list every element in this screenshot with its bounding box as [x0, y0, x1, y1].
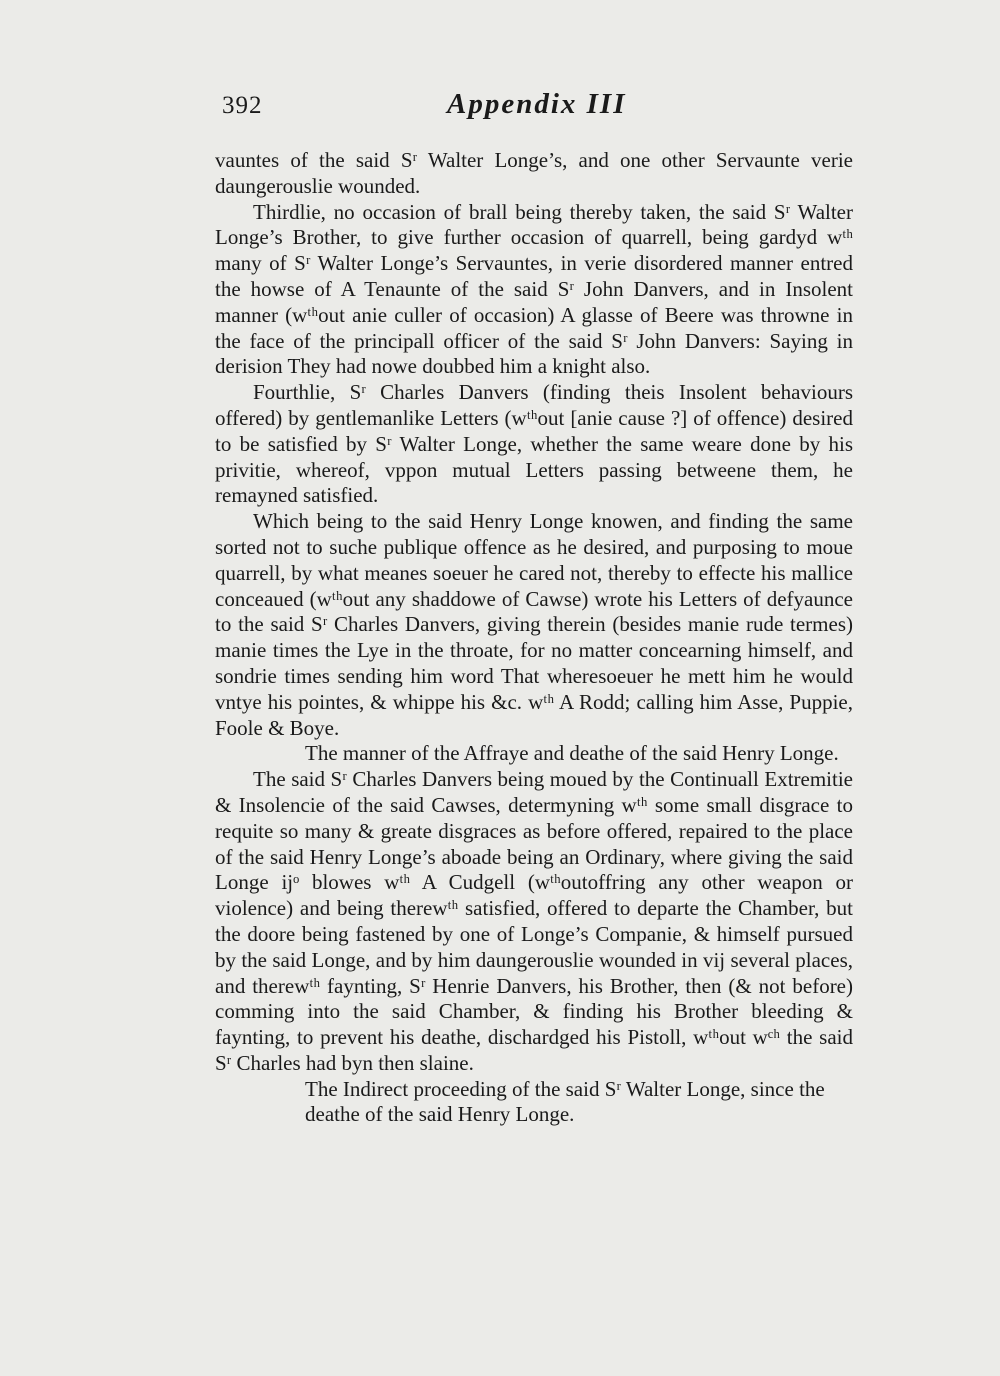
section-heading-indirect-proceeding: The Indirect proceeding of the said Sʳ Walter Longe, since the deathe of the said Henry Longe.	[305, 1076, 825, 1127]
paragraph-affraye: The said Sʳ Charles Danvers being moued by the Continuall Extremitie & Insolencie of the said Cawses, determyning wᵗʰ some small disgrace to requite so many & greate disgraces as before offered, repaired to the place of the said Henry Longe’s aboade being an Ordinary, where giving the said Longe ijᵒ blowes wᵗʰ A Cudgell (wᵗʰoutoffring any other weapon or violence) and being therewᵗʰ satisfied, offered to departe the Chamber, but the doore being fastened by one of Longe’s Companie, & himself pursued by the said Longe, and by him daungerouslie wounded in vij several places, and therewᵗʰ faynting, Sʳ Henrie Danvers, his Brother, then (& not before) comming into the said Chamber, & finding his Brother bleeding & faynting, to prevent his deathe, dischardged his Pistoll, wᵗʰout wᶜʰ the said Sʳ Charles had byn then slaine.	[215, 767, 853, 1075]
paragraph-which-being: Which being to the said Henry Longe knowen, and finding the same sorted not to suche publique offence as he desired, and purposing to moue quarrell, by what meanes soeuer he cared not, thereby to effecte his mallice conceaued (wᵗʰout any shaddowe of Cawse) wrote his Letters of defyaunce to the said Sʳ Charles Danvers, giving therein (besides manie rude termes) manie times the Lye in the throate, for no matter concearning himself, and sondrie times sending him word That wheresoeuer he mett him he would vntye his pointes, & whippe his &c. wᵗʰ A Rodd; calling him Asse, Puppie, Foole & Boye.	[215, 509, 853, 740]
running-title: Appendix III	[447, 88, 627, 120]
page-number: 392	[222, 92, 263, 119]
paragraph-continuation: vauntes of the said Sʳ Walter Longe’s, and one other Servaunte verie daungerouslie wounded.	[215, 148, 853, 198]
section-heading-affraye: The manner of the Affraye and deathe of the said Henry Longe.	[305, 741, 839, 766]
paragraph-thirdlie: Thirdlie, no occasion of brall being thereby taken, the said Sʳ Walter Longe’s Brother, to give further occasion of quarrell, being gardyd wᵗʰ many of Sʳ Walter Longe’s Servauntes, in verie disordered manner entred the howse of A Tenaunte of the said Sʳ John Danvers, and in Insolent manner (wᵗʰout anie culler of occasion) A glasse of Beere was throwne in the face of the principall officer of the said Sʳ John Danvers: Saying in derision They had nowe doubbed him a knight also.	[215, 199, 853, 379]
body-text	[215, 148, 853, 1128]
paragraph-fourthlie: Fourthlie, Sʳ Charles Danvers (finding theis Insolent behaviours offered) by gentlemanlike Letters (wᵗʰout [anie cause ?] of offence) desired to be satisfied by Sʳ Walter Longe, whether the same weare done by his privitie, whereof, vppon mutual Letters passing betweene them, he remayned satisfied.	[215, 380, 853, 508]
page-header	[222, 88, 862, 132]
